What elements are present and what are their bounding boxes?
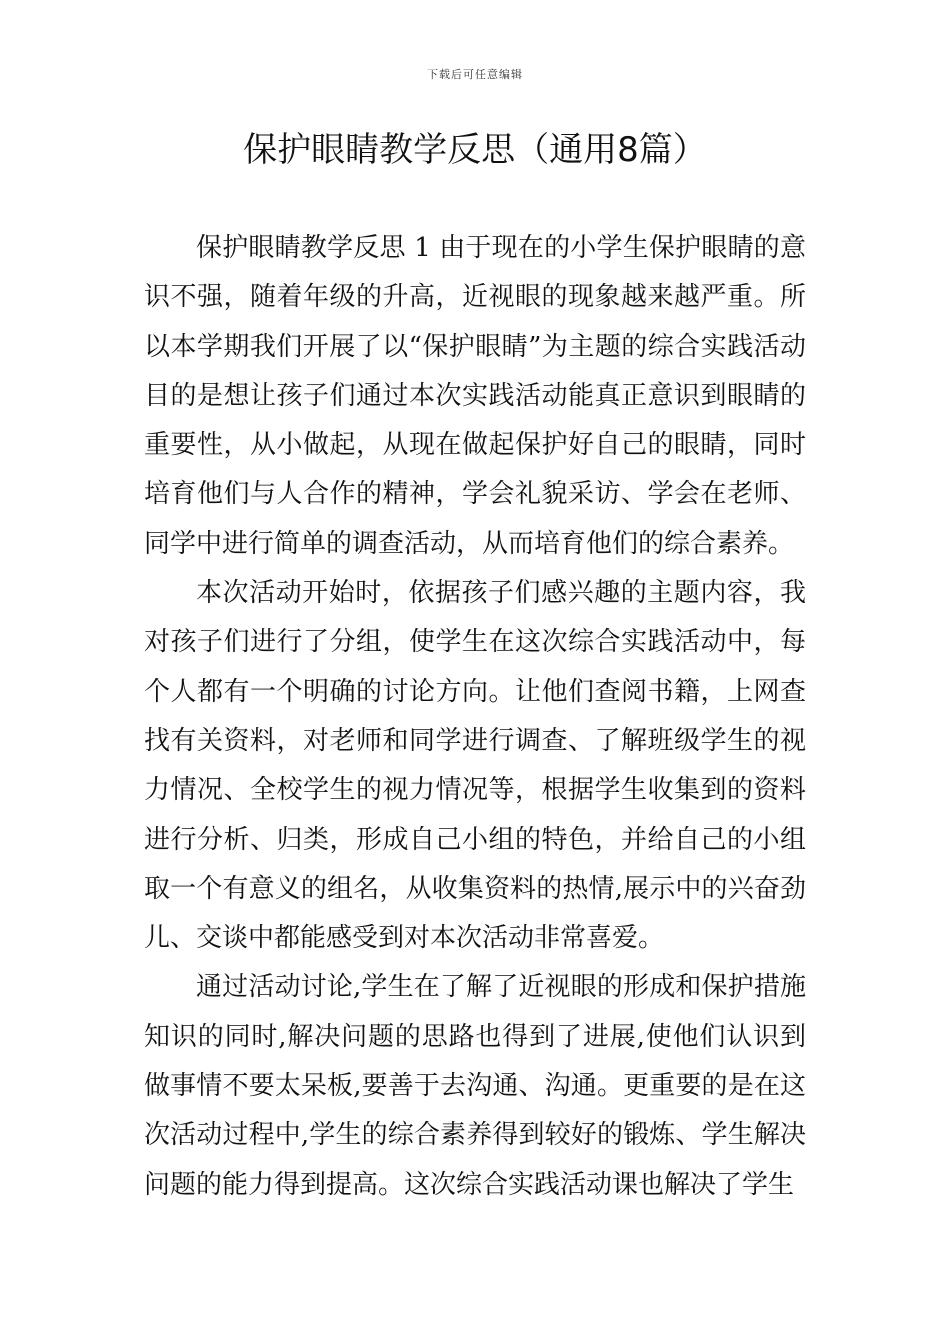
paragraph-1: 保护眼睛教学反思 1 由于现在的小学生保护眼睛的意识不强，随着年级的升高，近视眼的现象越来越严重。所以本学期我们开展了以“保护眼睛”为主题的综合实践活动目的是想让孩子们通过本次实践活动能真正意识到眼睛的重要性，从小做起，从现在做起保护好自己的眼睛，同时培育他们与人合作的精神，学会礼貌采访、学会在老师、同学中进行简单的调查活动，从而培育他们的综合素养。 — [144, 233, 806, 559]
paragraph-2: 本次活动开始时，依据孩子们感兴趣的主题内容，我对孩子们进行了分组，使学生在这次综合实践活动中，每个人都有一个明确的讨论方向。让他们查阅书籍，上网查找有关资料，对老师和同学进行调查、了解班级学生的视力情况、全校学生的视力情况等，根据学生收集到的资料进行分析、归类，形成自己小组的特色，并给自己的小组取一个有意义的组名，从收集资料的热情,展示中的兴奋劲儿、交谈中都能感受到对本次活动非常喜爱。 — [144, 578, 806, 954]
paragraph-3: 通过活动讨论,学生在了解了近视眼的形成和保护措施知识的同时,解决问题的思路也得到了进展,使他们认识到做事情不要太呆板,要善于去沟通、沟通。更重要的是在这次活动过程中,学生的综合素养得到较好的锻炼、学生解决问题的能力得到提高。这次综合实践活动课也解决了学生 — [144, 972, 806, 1200]
header-note: 下载后可任意编辑 — [427, 68, 523, 81]
document-title: 保护眼睛教学反思（通用8篇） — [243, 130, 707, 170]
document-body — [144, 224, 806, 1210]
